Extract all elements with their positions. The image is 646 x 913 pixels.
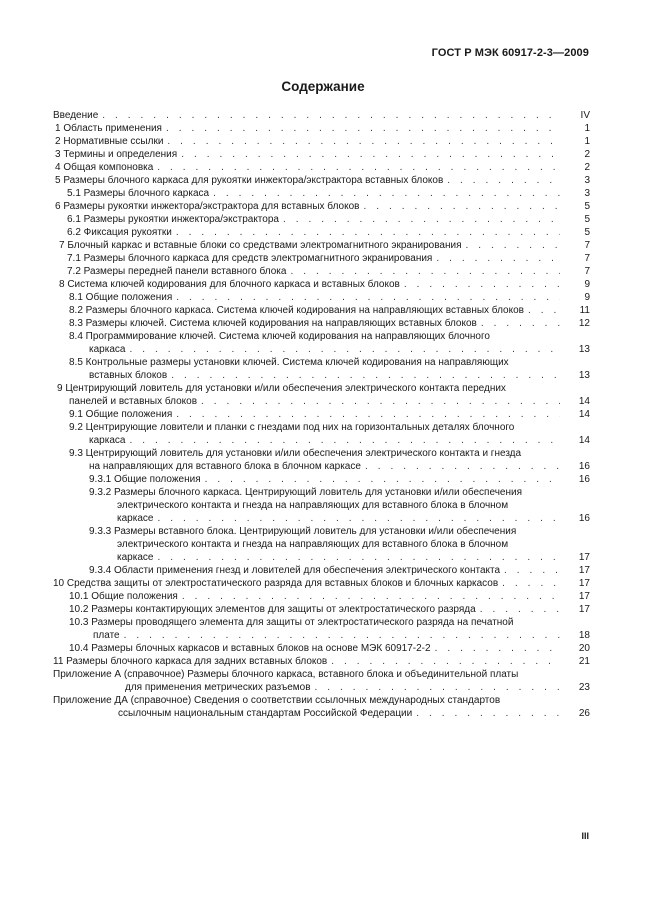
toc-dot-leader [435,642,560,655]
toc-entry-title: 8.2 Размеры блочного каркаса. Система ключей кодирования на направляющих вставных блоков [69,305,524,316]
toc-dot-leader [447,174,560,187]
toc-entry-page: 2 [584,162,590,173]
toc-entry-line [53,681,590,694]
toc-entry-title-first-line: Приложение ДА (справочное) Сведения о соответствии ссылочных международных стандартов [53,695,501,706]
toc-entry-page: 14 [578,409,590,420]
toc-entry-line [53,174,590,187]
toc-entry-line [53,655,590,668]
toc-entry-page: 17 [578,565,590,576]
toc-entry-title-middle-line: электрического контакта и гнезда на направляющих для вставного блока в блочном [117,500,509,511]
toc-entry-title: 5 Размеры блочного каркаса для рукоятки инжектора/экстрактора вставных блоков [55,175,444,186]
toc-entry-line [53,629,590,642]
toc-entry-title: Введение [53,110,99,121]
toc-entry[interactable] [53,330,590,356]
toc-entry-title-first-line: Приложение А (справочное) Размеры блочного каркаса, вставного блока и объединительной платы [53,669,519,680]
toc-entry-title: 1 Область применения [55,123,162,134]
toc-entry-title: 4 Общая компоновка [55,162,154,173]
toc-entry-line [53,551,590,564]
toc-entry-line [53,577,590,590]
toc-dot-leader [480,603,560,616]
toc-entry-line [53,642,590,655]
toc-entry-title: каркасе [117,513,154,524]
toc-entry-title: ссылочным национальным стандартам Российской Федерации [118,708,413,719]
toc-entry-title: 2 Нормативные ссылки [55,136,164,147]
toc-dot-leader [315,681,560,694]
toc-entry-page: 18 [578,630,590,641]
toc-dot-leader [416,707,560,720]
toc-entry-line [53,291,590,304]
toc-entry-page: 17 [578,552,590,563]
toc-entry-title-first-line: 9 Центрирующий ловитель для установки и/или обеспечения электрического контакта передних [57,383,506,394]
toc-entry-line [53,603,590,616]
toc-entry-title: каркаса [89,344,126,355]
toc-entry-page: 14 [578,396,590,407]
toc-entry-title: 5.1 Размеры блочного каркаса [67,188,210,199]
page-title: Содержание [281,79,365,94]
document-header-code: ГОСТ Р МЭК 60917-2-3—2009 [431,47,589,59]
toc-entry-title: 10.4 Размеры блочных каркасов и вставных блоков на основе МЭК 60917-2-2 [69,643,431,654]
toc-dot-leader [171,369,560,382]
toc-entry[interactable] [53,603,590,616]
toc-entry[interactable] [53,291,590,304]
toc-entry-page: 2 [584,149,590,160]
toc-entry-title: 6 Размеры рукоятки инжектора/экстрактора для вставных блоков [55,201,360,212]
toc-dot-leader [201,395,560,408]
toc-entry-page: 11 [579,305,590,316]
toc-dot-leader [157,551,560,564]
toc-entry-title: 8 Система ключей кодирования для блочного каркаса и вставных блоков [59,279,400,290]
toc-entry-page: 1 [584,136,590,147]
toc-entry[interactable] [53,473,590,486]
toc-entry-page: 13 [578,344,590,355]
toc-entry[interactable] [53,122,590,135]
toc-entry-line [53,512,590,525]
toc-entry-title: для применения метрических разъемов [125,682,311,693]
toc-entry[interactable] [53,239,590,252]
toc-entry-title-first-line: 9.2 Центрирующие ловители и планки с гнездами под них на горизонтальных деталях блочного [69,422,515,433]
toc-entry-title-first-line: 8.4 Программирование ключей. Система ключей кодирования на направляющих блочного [69,331,490,342]
toc-dot-leader [465,239,560,252]
toc-entry-page: 13 [578,370,590,381]
toc-entry-title: каркаса [89,435,126,446]
toc-dot-leader [181,148,560,161]
toc-entry-title: 11 Размеры блочного каркаса для задних вставных блоков [53,656,328,667]
toc-entry-page: 17 [578,591,590,602]
toc-entry-page: 7 [584,240,590,251]
toc-dot-leader [502,577,560,590]
toc-entry-page: 5 [584,227,590,238]
toc-entry[interactable] [53,213,590,226]
toc-entry[interactable] [53,525,590,564]
toc-entry-title: 10 Средства защиты от электростатического разряда для вставных блоков и блочных каркасов [53,578,499,589]
toc-entry[interactable] [53,590,590,603]
toc-entry-title: 3 Термины и определения [55,149,178,160]
toc-entry-page: 7 [584,253,590,264]
toc-entry-title-middle-line: электрического контакта и гнезда на направляющих для вставного блока в блочном [117,539,509,550]
toc-entry-line [53,213,590,226]
toc-dot-leader [176,291,560,304]
toc-dot-leader [504,564,560,577]
toc-entry[interactable] [53,200,590,213]
toc-entry-title: 9.3.4 Области применения гнезд и ловителей для обеспечения электрического контакта [89,565,501,576]
toc-entry[interactable] [53,642,590,655]
toc-entry-page: 3 [584,188,590,199]
toc-entry[interactable] [53,278,590,291]
toc-entry-page: 1 [584,123,590,134]
toc-dot-leader [528,304,560,317]
toc-entry[interactable] [53,486,590,525]
toc-entry-page: 17 [578,604,590,615]
toc-entry[interactable] [53,564,590,577]
toc-entry-title-first-line: 9.3.3 Размеры вставного блока. Центрирующий ловитель для установки и/или обеспечения [89,526,517,537]
toc-entry-title: каркасе [117,552,154,563]
toc-dot-leader [176,408,560,421]
toc-entry-title: 7.2 Размеры передней панели вставного блока [67,266,287,277]
toc-entry-line [53,148,590,161]
toc-entry-page: 20 [578,643,590,654]
toc-entry-page: 21 [578,656,590,667]
toc-dot-leader [129,343,560,356]
toc-entry-line [53,473,590,486]
toc-dot-leader [205,473,560,486]
toc-entry-line [53,252,590,265]
toc-entry[interactable] [53,161,590,174]
toc-entry[interactable] [53,655,590,668]
toc-dot-leader [404,278,560,291]
toc-dot-leader [176,226,560,239]
toc-entry-line [53,265,590,278]
toc-entry-line [53,434,590,447]
toc-dot-leader [124,629,560,642]
toc-entry[interactable] [53,408,590,421]
table-of-contents [53,109,590,720]
toc-entry[interactable] [53,187,590,200]
toc-dot-leader [166,122,560,135]
toc-entry[interactable] [53,265,590,278]
toc-entry-line [53,135,590,148]
toc-entry-line [53,239,590,252]
toc-entry-page: 16 [578,513,590,524]
toc-entry-title: на направляющих для вставного блока в блочном каркасе [89,461,361,472]
toc-entry-line [53,395,590,408]
toc-entry-title-first-line: 10.3 Размеры проводящего элемента для защиты от электростатического разряда на печатной [69,617,514,628]
toc-entry[interactable] [53,356,590,382]
toc-entry-title: 8.1 Общие положения [69,292,173,303]
toc-entry-title-first-line: 8.5 Контрольные размеры установки ключей. Система ключей кодирования на направляющих [69,357,509,368]
toc-entry-page: 26 [578,708,590,719]
toc-dot-leader [365,460,560,473]
toc-entry-line [53,226,590,239]
toc-entry-line [53,369,590,382]
toc-entry[interactable] [53,135,590,148]
toc-dot-leader [182,590,560,603]
toc-dot-leader [129,434,560,447]
toc-entry-line [53,460,590,473]
toc-entry-line [53,590,590,603]
toc-entry-line [53,161,590,174]
toc-dot-leader [157,161,560,174]
toc-entry-title: 10.2 Размеры контактирующих элементов для защиты от электростатического разряда [69,604,476,615]
toc-entry[interactable] [53,447,590,473]
toc-entry-line [53,109,590,122]
toc-dot-leader [331,655,560,668]
toc-entry[interactable] [53,174,590,187]
toc-entry-page: 9 [584,279,590,290]
toc-entry-page: 16 [578,461,590,472]
toc-entry-title: 9.3.1 Общие положения [89,474,201,485]
toc-entry-line [53,408,590,421]
toc-entry-page: 7 [584,266,590,277]
toc-entry[interactable] [53,148,590,161]
toc-dot-leader [363,200,560,213]
toc-entry-title: 9.1 Общие положения [69,409,173,420]
toc-entry-page: 12 [578,318,590,329]
toc-entry-title: плате [93,630,120,641]
toc-entry-title: 6.2 Фиксация рукоятки [67,227,172,238]
toc-entry-line [53,187,590,200]
toc-dot-leader [102,109,560,122]
toc-entry-page: 5 [584,214,590,225]
toc-dot-leader [283,213,560,226]
toc-entry-title-first-line: 9.3.2 Размеры блочного каркаса. Центрирующий ловитель для установки и/или обеспечения [89,487,522,498]
toc-entry[interactable] [53,252,590,265]
toc-entry-page: 16 [578,474,590,485]
toc-entry-page: 5 [584,201,590,212]
toc-entry[interactable] [53,694,590,720]
toc-entry-page: 9 [584,292,590,303]
toc-entry-title: 7.1 Размеры блочного каркаса для средств электромагнитного экранирования [67,253,433,264]
toc-entry-line [53,304,590,317]
toc-entry-title-first-line: 9.3 Центрирующий ловитель для установки и/или обеспечения электрического контакта и гнезда [69,448,522,459]
toc-entry-page: 14 [578,435,590,446]
toc-entry[interactable] [53,616,590,642]
toc-entry[interactable] [53,109,590,122]
toc-dot-leader [167,135,560,148]
toc-entry[interactable] [53,577,590,590]
toc-entry-line [53,200,590,213]
toc-entry-title: 6.1 Размеры рукоятки инжектора/экстрактора [67,214,279,225]
toc-entry-title: 8.3 Размеры ключей. Система ключей кодирования на направляющих вставных блоков [69,318,477,329]
toc-dot-leader [157,512,560,525]
toc-entry-page: 23 [578,682,590,693]
toc-entry-title: 7 Блочный каркас и вставные блоки со средствами электромагнитного экранирования [59,240,462,251]
toc-entry-line [53,317,590,330]
toc-entry-title: вставных блоков [89,370,168,381]
toc-entry[interactable] [53,317,590,330]
toc-entry-page: 17 [578,578,590,589]
toc-entry[interactable] [53,304,590,317]
toc-entry-line [53,707,590,720]
toc-entry-line [53,564,590,577]
toc-entry-line [53,343,590,356]
toc-entry-line [53,122,590,135]
toc-entry[interactable] [53,668,590,694]
toc-dot-leader [213,187,560,200]
toc-entry-line [53,278,590,291]
toc-entry-title: 10.1 Общие положения [69,591,178,602]
page-number: III [581,831,589,841]
toc-entry[interactable] [53,421,590,447]
toc-entry-page: 3 [584,175,590,186]
toc-entry-title: панелей и вставных блоков [69,396,198,407]
toc-dot-leader [290,265,560,278]
toc-entry-page: IV [580,110,590,121]
toc-entry[interactable] [53,226,590,239]
toc-entry[interactable] [53,382,590,408]
toc-dot-leader [481,317,560,330]
toc-dot-leader [436,252,560,265]
